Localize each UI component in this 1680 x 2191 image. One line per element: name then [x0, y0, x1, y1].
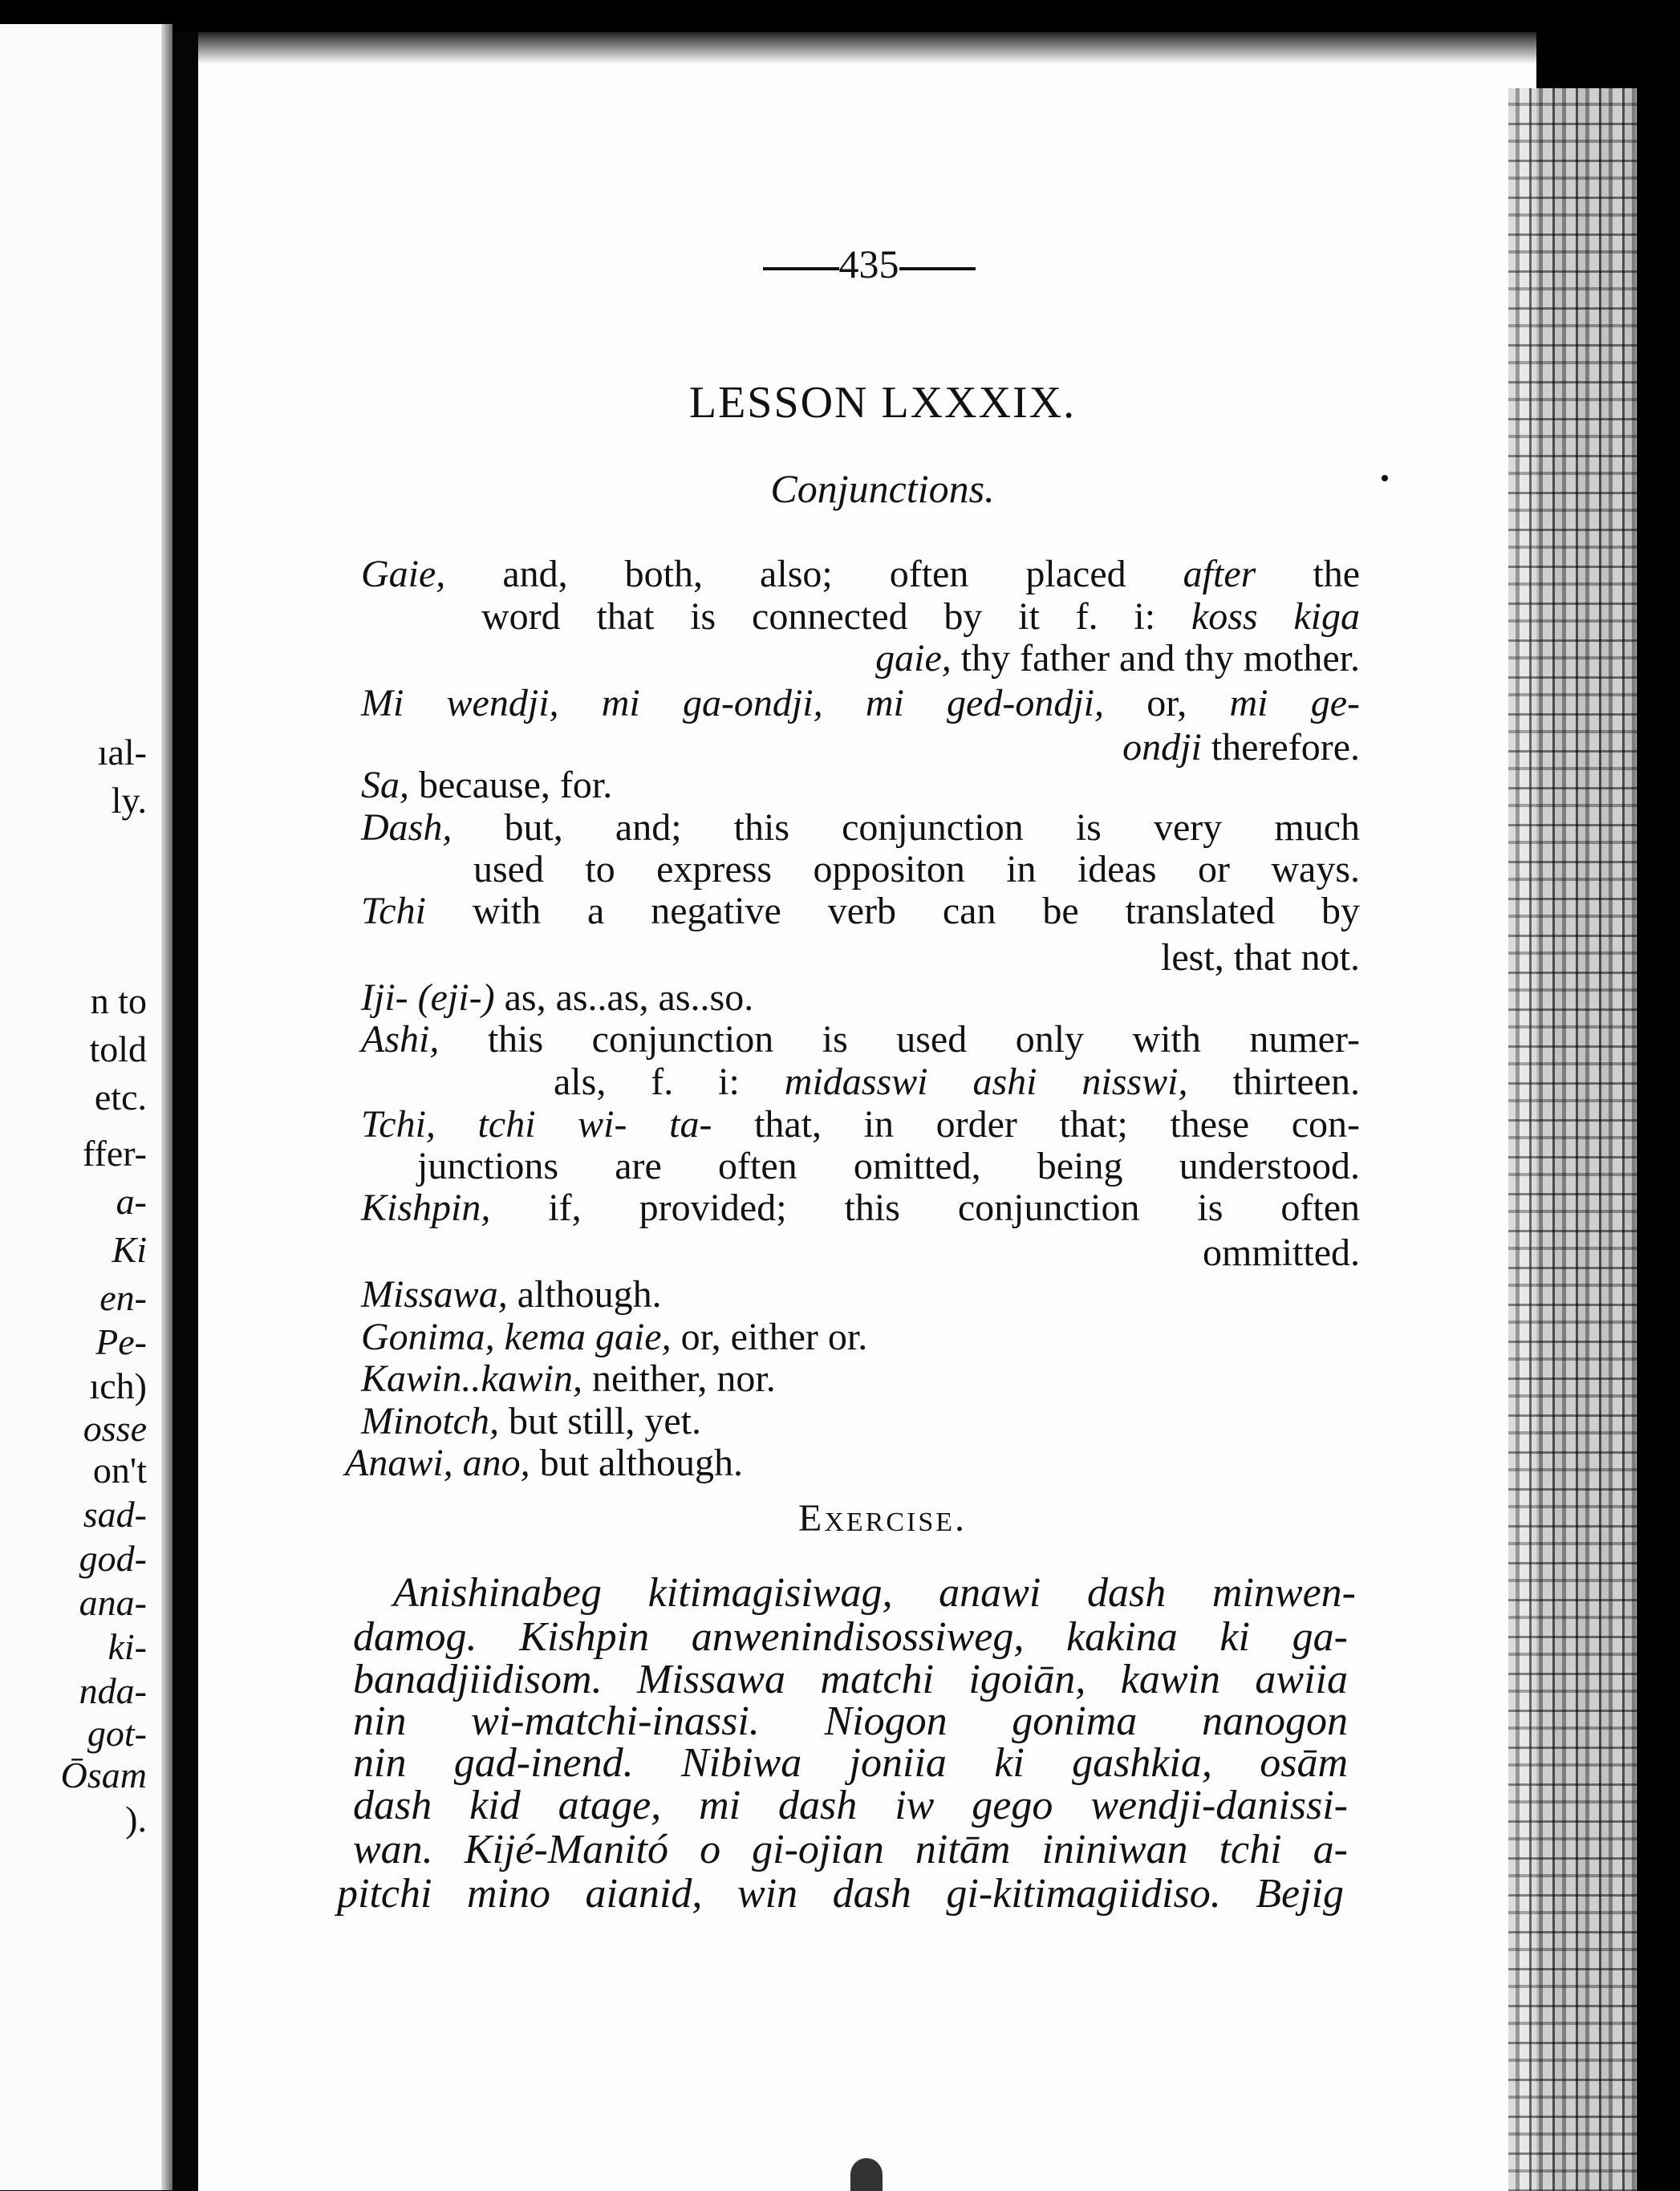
left-page-fragment: ffer- — [83, 1133, 147, 1174]
entry-line: Dash, but, and; this conjunction is very much — [361, 806, 1360, 849]
entry-line: junctions are often omitted, being understood. — [417, 1145, 1360, 1187]
left-page-fragment: a- — [116, 1181, 147, 1222]
rule — [763, 267, 839, 270]
left-page-fragment: ly. — [111, 780, 147, 821]
entry-line: ondji therefore. — [1122, 726, 1360, 769]
exercise-line: pitchi mino aianid, win dash gi-kitimagiidiso. Bejig — [337, 1871, 1344, 1917]
entry-line: Kawin..kawin, neither, nor. — [361, 1357, 776, 1400]
entry-line: Kishpin, if, provided; this conjunction is often — [361, 1187, 1360, 1229]
exercise-line: banadjiidisom. Missawa matchi igoiān, kawin awiia — [353, 1657, 1348, 1702]
left-page-fragment: told — [89, 1029, 147, 1069]
left-page-fragment: sad- — [83, 1494, 147, 1535]
exercise-line: Anishinabeg kitimagisiwag, anawi dash minwen- — [393, 1570, 1356, 1616]
finger-smudge — [850, 2158, 883, 2191]
exercise-line: wan. Kijé-Manitó o gi-ojian nitām ininiwan tchi a- — [353, 1827, 1348, 1872]
left-page-fragment: Pe- — [95, 1321, 147, 1362]
left-page-fragment: osse — [83, 1408, 147, 1449]
left-page-fragment: Ki — [112, 1229, 147, 1270]
exercise-line: dash kid atage, mi dash iw gego wendji-danissi- — [353, 1783, 1348, 1828]
exercise-line: damog. Kishpin anwenindisossiweg, kakina ki ga- — [353, 1614, 1348, 1660]
entry-line: word that is connected by it f. i: koss kiga — [481, 595, 1360, 638]
entry-line: Missawa, although. — [361, 1273, 662, 1316]
left-page-fragment: ). — [125, 1799, 147, 1840]
scan-border — [1637, 0, 1680, 2191]
left-page-fragment: ıch) — [89, 1365, 147, 1406]
left-page-fragment: n to — [90, 980, 147, 1021]
left-page-fragment: ana- — [79, 1582, 147, 1623]
scan-border — [172, 0, 1680, 32]
book-gutter — [172, 0, 198, 2191]
entry-line: Sa, because, for. — [361, 764, 613, 806]
left-page-fragment: Ōsam — [60, 1755, 147, 1795]
entry-line: Mi wendji, mi ga-ondji, mi ged-ondji, or, mi ge- — [361, 682, 1361, 724]
entry-line: Gaie, and, both, also; often placed after the — [361, 553, 1360, 595]
left-page-fragment: got- — [87, 1713, 147, 1754]
left-page-fragment: on't — [92, 1450, 147, 1491]
entry-line: Tchi with a negative verb can be translated by — [361, 890, 1360, 932]
page-number-header — [753, 241, 985, 287]
ink-speck — [1382, 475, 1388, 481]
entry-line: Minotch, but still, yet. — [361, 1400, 701, 1442]
left-page-fragment: en- — [99, 1277, 147, 1318]
entry-line: Anawi, ano, but although. — [345, 1442, 743, 1484]
exercise-line: nin gad-inend. Nibiwa joniia ki gashkia, osām — [353, 1740, 1348, 1786]
left-page-fragment: ki- — [108, 1626, 147, 1667]
entry-line: ommitted. — [1203, 1231, 1360, 1274]
page-edge-stack — [1508, 88, 1637, 2191]
entry-line: used to express oppositon in ideas or ways. — [473, 848, 1360, 891]
entry-line: Ashi, this conjunction is used only with numer- — [361, 1018, 1360, 1061]
entry-line: als, f. i: midasswi ashi nisswi, thirteen. — [554, 1061, 1360, 1103]
left-page-fragment: nda- — [79, 1670, 147, 1711]
exercise-line: nin wi-matchi-inassi. Niogon gonima nanogon — [353, 1698, 1348, 1744]
left-page — [0, 24, 172, 2190]
left-page-fragment: ıal- — [97, 732, 147, 773]
entry-line: gaie, thy father and thy mother. — [875, 637, 1360, 680]
page-shadow — [198, 32, 1536, 64]
left-page-fragment: god- — [79, 1538, 147, 1579]
entry-line: Iji- (eji-) as, as..as, as..so. — [361, 976, 754, 1019]
entry-line: lest, that not. — [1161, 936, 1360, 979]
lesson-title: LESSON LXXXIX. — [688, 378, 1077, 428]
page-edge — [161, 24, 172, 2190]
page-number: 435 — [838, 241, 899, 286]
entry-line: Tchi, tchi wi- ta- that, in order that; these con- — [361, 1103, 1360, 1146]
rule — [899, 267, 976, 270]
lesson-subtitle: Conjunctions. — [770, 466, 995, 511]
left-page-fragment: etc. — [94, 1077, 147, 1118]
exercise-heading: Exercise. — [798, 1497, 967, 1540]
entry-line: Gonima, kema gaie, or, either or. — [361, 1316, 868, 1358]
